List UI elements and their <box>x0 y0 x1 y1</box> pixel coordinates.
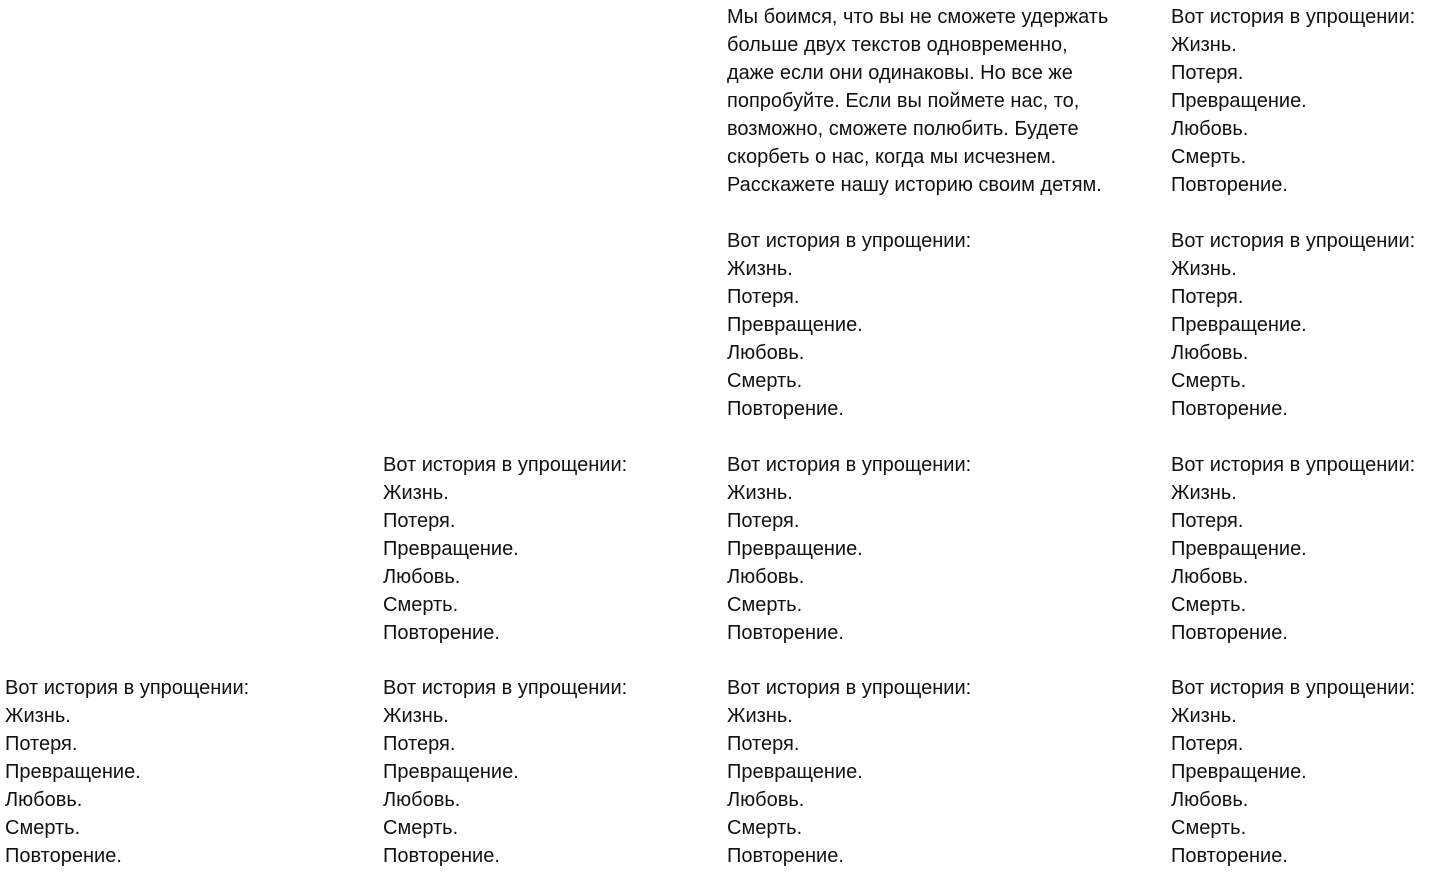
story-line: Жизнь. <box>1171 482 1237 504</box>
story-line: Жизнь. <box>727 705 793 727</box>
story-block <box>5 674 249 870</box>
intro-line: даже если они одинаковы. Но все же <box>727 62 1073 84</box>
story-line: Любовь. <box>1171 789 1249 811</box>
story-line: Повторение. <box>5 845 122 867</box>
story-heading: Вот история в упрощении: <box>383 677 628 699</box>
intro-line: возможно, сможете полюбить. Будете <box>727 118 1079 140</box>
story-line: Потеря. <box>1171 286 1244 308</box>
story-line: Повторение. <box>1171 398 1288 420</box>
story-line: Жизнь. <box>383 705 449 727</box>
story-line: Смерть. <box>5 817 81 839</box>
story-heading: Вот история в упрощении: <box>1171 6 1416 28</box>
story-heading: Вот история в упрощении: <box>1171 454 1416 476</box>
story-line: Смерть. <box>1171 146 1247 168</box>
story-line: Превращение. <box>5 761 141 783</box>
story-line: Превращение. <box>383 538 519 560</box>
story-block <box>727 227 971 423</box>
story-line: Потеря. <box>1171 733 1244 755</box>
intro-line: больше двух текстов одновременно, <box>727 34 1068 56</box>
story-line: Превращение. <box>1171 314 1307 336</box>
story-line: Любовь. <box>727 566 805 588</box>
story-heading: Вот история в упрощении: <box>727 230 972 252</box>
story-line: Любовь. <box>1171 566 1249 588</box>
story-line: Смерть. <box>383 817 459 839</box>
story-line: Потеря. <box>5 733 78 755</box>
story-block <box>727 674 971 870</box>
story-line: Повторение. <box>1171 622 1288 644</box>
story-line: Жизнь. <box>727 258 793 280</box>
story-heading: Вот история в упрощении: <box>727 454 972 476</box>
story-heading: Вот история в упрощении: <box>383 454 628 476</box>
story-block <box>383 674 627 870</box>
story-line: Жизнь. <box>383 482 449 504</box>
story-line: Любовь. <box>1171 118 1249 140</box>
story-line: Повторение. <box>727 845 844 867</box>
story-line: Смерть. <box>727 594 803 616</box>
story-line: Превращение. <box>383 761 519 783</box>
story-line: Жизнь. <box>5 705 71 727</box>
story-line: Повторение. <box>383 622 500 644</box>
intro-line: попробуйте. Если вы поймете нас, то, <box>727 90 1080 112</box>
story-line: Потеря. <box>727 510 800 532</box>
intro-line: Расскажете нашу историю своим детям. <box>727 174 1102 196</box>
story-line: Потеря. <box>727 286 800 308</box>
story-line: Смерть. <box>727 817 803 839</box>
story-line: Повторение. <box>1171 174 1288 196</box>
story-line: Любовь. <box>727 789 805 811</box>
story-line: Потеря. <box>383 510 456 532</box>
story-line: Превращение. <box>727 538 863 560</box>
story-line: Любовь. <box>727 342 805 364</box>
story-line: Потеря. <box>727 733 800 755</box>
story-line: Смерть. <box>1171 594 1247 616</box>
story-block <box>1171 3 1415 199</box>
story-block <box>1171 451 1415 647</box>
story-block <box>383 451 627 647</box>
story-heading: Вот история в упрощении: <box>727 677 972 699</box>
story-line: Смерть. <box>1171 370 1247 392</box>
story-line: Жизнь. <box>1171 705 1237 727</box>
story-block <box>1171 674 1415 870</box>
story-line: Превращение. <box>1171 538 1307 560</box>
story-line: Смерть. <box>727 370 803 392</box>
story-line: Жизнь. <box>1171 34 1237 56</box>
story-line: Повторение. <box>383 845 500 867</box>
story-line: Потеря. <box>1171 62 1244 84</box>
story-heading: Вот история в упрощении: <box>1171 230 1416 252</box>
story-line: Любовь. <box>5 789 83 811</box>
intro-paragraph <box>727 3 1108 199</box>
story-block <box>1171 227 1415 423</box>
story-line: Жизнь. <box>727 482 793 504</box>
story-line: Повторение. <box>727 398 844 420</box>
story-line: Смерть. <box>383 594 459 616</box>
story-line: Превращение. <box>727 314 863 336</box>
story-heading: Вот история в упрощении: <box>1171 677 1416 699</box>
intro-line: скорбеть о нас, когда мы исчезнем. <box>727 146 1057 168</box>
intro-line: Мы боимся, что вы не сможете удержать <box>727 6 1109 28</box>
story-line: Любовь. <box>1171 342 1249 364</box>
story-line: Превращение. <box>1171 90 1307 112</box>
story-line: Повторение. <box>1171 845 1288 867</box>
story-line: Повторение. <box>727 622 844 644</box>
story-line: Смерть. <box>1171 817 1247 839</box>
story-block <box>727 451 971 647</box>
story-line: Жизнь. <box>1171 258 1237 280</box>
story-line: Превращение. <box>727 761 863 783</box>
story-line: Потеря. <box>1171 510 1244 532</box>
story-heading: Вот история в упрощении: <box>5 677 250 699</box>
story-line: Любовь. <box>383 566 461 588</box>
story-line: Любовь. <box>383 789 461 811</box>
story-line: Потеря. <box>383 733 456 755</box>
story-line: Превращение. <box>1171 761 1307 783</box>
